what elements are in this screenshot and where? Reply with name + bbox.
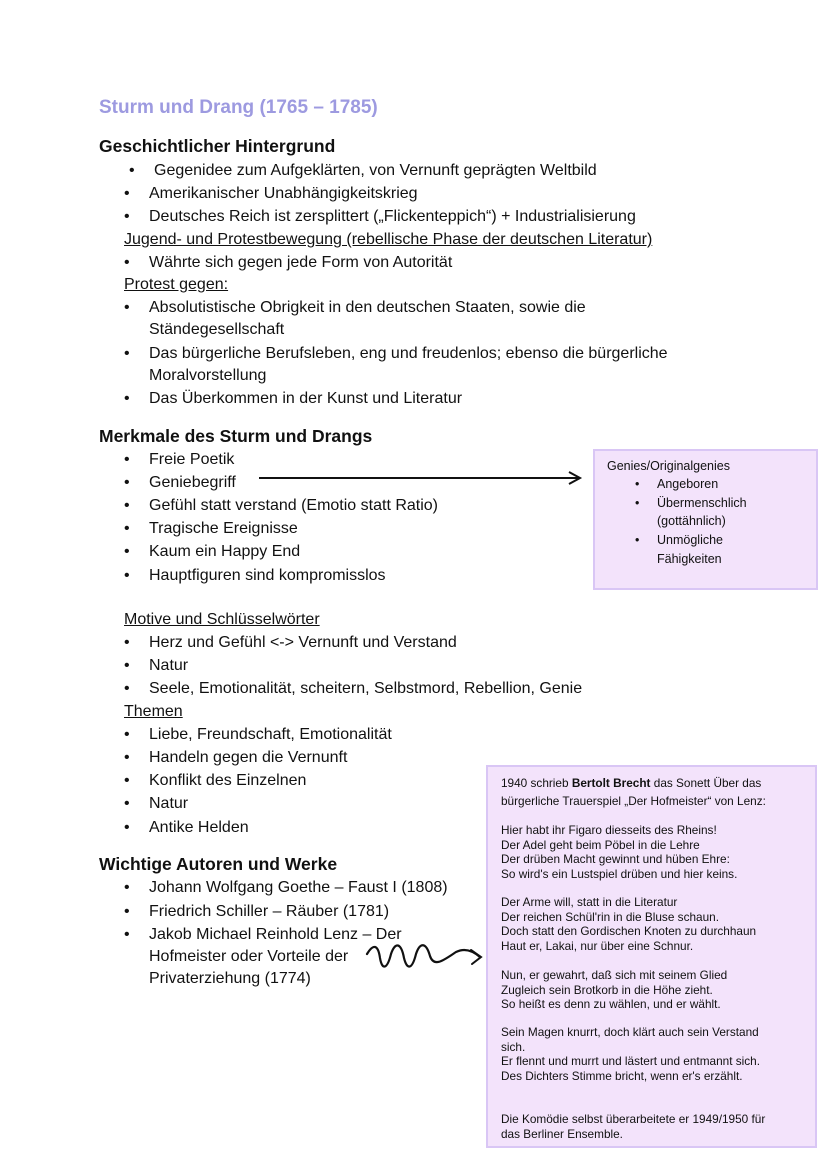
list-item: • Antike Helden <box>149 818 249 837</box>
poem-stanza-3: Nun, er gewahrt, daß sich mit seinem Glied Zugleich sein Brotkorb in die Höhe zieht. So heißt es denn zu wählen, und er wählt. <box>501 968 728 1012</box>
brecht-intro-line2: bürgerliche Trauerspiel „Der Hofmeister“ von Lenz: <box>501 794 766 808</box>
poem-stanza-1: Hier habt ihr Figaro diesseits des Rheins! Der Adel geht beim Pöbel in die Lehre Der drüben Macht gewinnt und hüben Ehre: So wird's ein Lustspiel drüben und hier keins. <box>501 823 738 881</box>
page-title: Sturm und Drang (1765 – 1785) <box>99 97 378 118</box>
subheading-youth-protest: Jugend- und Protestbewegung (rebellische Phase der deutschen Literatur) <box>124 231 653 248</box>
list-item: • Kaum ein Happy End <box>149 542 300 561</box>
list-item: • Geniebegriff <box>149 473 236 492</box>
list-item-continuation: Fähigkeiten <box>657 552 722 566</box>
list-item: • Das bürgerliche Berufsleben, eng und freudenlos; ebenso die bürgerliche <box>149 344 668 363</box>
list-item: • Gefühl statt verstand (Emotio statt Ratio) <box>149 496 438 515</box>
heading-features: Merkmale des Sturm und Drangs <box>99 426 373 446</box>
list-item-continuation: Ständegesellschaft <box>149 321 285 338</box>
poem-stanza-2: Der Arme will, statt in die Literatur Der reichen Schül'rin in die Bluse schaun. Doch statt den Gordischen Knoten zu durchhaun Haut er, Lakai, nur über eine Schnur. <box>501 895 757 953</box>
list-item: • Angeboren <box>657 477 718 492</box>
list-item: • Konflikt des Einzelnen <box>149 771 306 790</box>
genie-note-box <box>593 449 818 590</box>
list-item: • Herz und Gefühl <-> Vernunft und Verstand <box>149 633 457 652</box>
list-item-continuation: (gottähnlich) <box>657 514 726 528</box>
list-item: • Natur <box>149 656 188 675</box>
list-item: • Unmögliche <box>657 533 723 548</box>
list-item: • Währte sich gegen jede Form von Autorität <box>149 253 452 272</box>
brecht-intro: 1940 schrieb Bertolt Brecht das Sonett Über das <box>501 776 762 790</box>
heading-historical-background: Geschichtlicher Hintergrund <box>99 136 336 156</box>
list-item: • Deutsches Reich ist zersplittert („Flickenteppich“) + Industrialisierung <box>149 207 636 226</box>
list-item-continuation: Moralvorstellung <box>149 367 267 384</box>
list-item: • Amerikanischer Unabhängigkeitskrieg <box>149 184 418 203</box>
list-item: • Hauptfiguren sind kompromisslos <box>149 566 386 585</box>
list-item: • Johann Wolfgang Goethe – Faust I (1808) <box>149 878 448 897</box>
arrow-right-icon <box>258 470 586 486</box>
list-item: • Gegenidee zum Aufgeklärten, von Vernunft geprägten Weltbild <box>154 161 597 180</box>
list-item: • Absolutistische Obrigkeit in den deutschen Staaten, sowie die <box>149 298 586 317</box>
list-item-continuation: Hofmeister oder Vorteile der <box>149 948 349 965</box>
list-item: • Das Überkommen in der Kunst und Literatur <box>149 389 462 408</box>
subheading-protest-against: Protest gegen: <box>124 276 229 293</box>
list-item: • Seele, Emotionalität, scheitern, Selbstmord, Rebellion, Genie <box>149 679 582 698</box>
list-item: • Tragische Ereignisse <box>149 519 298 538</box>
list-item: • Natur <box>149 794 188 813</box>
heading-authors-works: Wichtige Autoren und Werke <box>99 854 338 874</box>
brecht-sonnet-box <box>486 765 817 1148</box>
list-item-continuation: Privaterziehung (1774) <box>149 970 311 987</box>
subheading-themes: Themen <box>124 703 183 720</box>
list-item: • Friedrich Schiller – Räuber (1781) <box>149 902 389 921</box>
poem-stanza-4: Sein Magen knurrt, doch klärt auch sein Verstand sich. Er flennt und murrt und lästert und entmannt sich. Des Dichters Stimme bricht, wenn er's erzählt. <box>501 1025 761 1083</box>
list-item: • Jakob Michael Reinhold Lenz – Der <box>149 925 402 944</box>
list-item: • Liebe, Freundschaft, Emotionalität <box>149 725 392 744</box>
subheading-motives: Motive und Schlüsselwörter <box>124 611 320 628</box>
brecht-outro: Die Komödie selbst überarbeitete er 1949/1950 für das Berliner Ensemble. <box>501 1112 766 1141</box>
list-item: • Handeln gegen die Vernunft <box>149 748 347 767</box>
squiggle-arrow-icon <box>364 940 486 976</box>
list-item: • Übermenschlich <box>657 496 747 511</box>
genie-box-title: Genies/Originalgenies <box>607 459 730 473</box>
list-item: • Freie Poetik <box>149 450 234 469</box>
